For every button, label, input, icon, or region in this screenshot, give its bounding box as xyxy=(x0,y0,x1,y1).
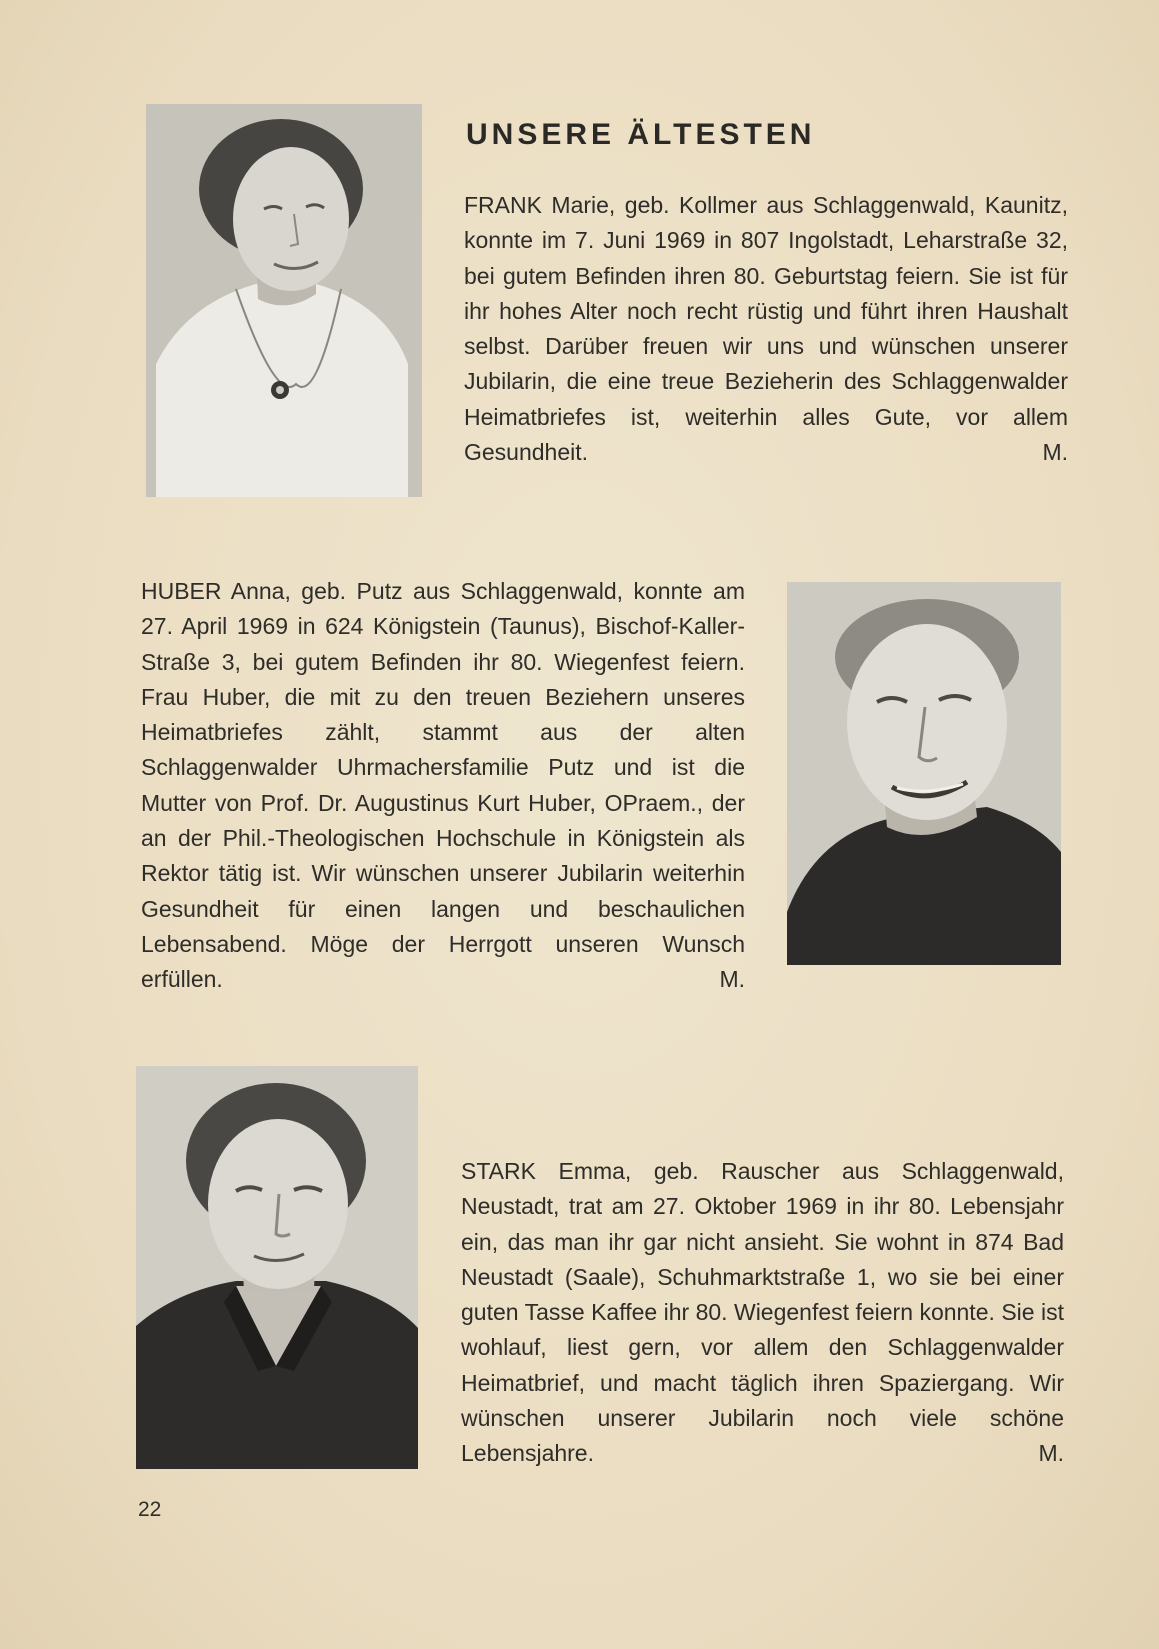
page-title: UNSERE ÄLTESTEN xyxy=(466,118,816,151)
entry-stark xyxy=(461,1154,1064,1472)
entry-frank xyxy=(464,188,1068,470)
entry-huber xyxy=(141,574,745,998)
entry-huber-text: HUBER Anna, geb. Putz aus Schlaggenwald, konnte am 27. April 1969 in 624 Königstein (Taunus), Bischof-Kaller-Straße 3, bei gutem Befinden ihr 80. Wiegenfest feiern. Frau Huber, die mit zu den treuen Beziehern unseres Heimatbriefes zählt, stammt aus der alten Schlaggenwalder Uhrmachersfamilie Putz und ist die Mutter von Prof. Dr. Augustinus Kurt Huber, OPraem., der an der Phil.-Theologischen Hochschule in Königstein als Rektor tätig ist. Wir wünschen unserer Jubilarin weiterhin Gesundheit für einen langen und beschaulichen Lebensabend. Möge der Herrgott unseren Wunsch erfüllen. xyxy=(141,578,745,993)
entry-huber-signature: M. xyxy=(719,966,745,993)
page-number: 22 xyxy=(138,1498,162,1521)
entry-stark-signature: M. xyxy=(1038,1440,1064,1467)
entry-frank-signature: M. xyxy=(1042,439,1068,466)
entry-frank-text: FRANK Marie, geb. Kollmer aus Schlaggenwald, Kaunitz, konnte im 7. Juni 1969 in 807 Ingolstadt, Leharstraße 32, bei gutem Befinden ihren 80. Geburtstag feiern. Sie ist für ihr hohes Alter noch recht rüstig und führt ihren Haushalt selbst. Darüber freuen wir uns und wünschen unserer Jubilarin, die eine treue Bezieherin des Schlaggenwalder Heimatbriefes ist, weiterhin alles Gute, vor allem Gesundheit. xyxy=(464,192,1068,466)
portrait-photo-frank xyxy=(146,104,422,497)
portrait-photo-huber xyxy=(787,582,1061,965)
portrait-photo-stark xyxy=(136,1066,418,1469)
entry-stark-text: STARK Emma, geb. Rauscher aus Schlaggenwald, Neustadt, trat am 27. Oktober 1969 in ihr 80. Lebensjahr ein, das man ihr gar nicht ansieht. Sie wohnt in 874 Bad Neustadt (Saale), Schuhmarktstraße 1, wo sie bei einer guten Tasse Kaffee ihr 80. Wiegenfest feiern konnte. Sie ist wohlauf, liest gern, vor allem den Schlaggenwalder Heimatbrief, und macht täglich ihren Spaziergang. Wir wünschen unserer Jubilarin noch viele schöne Lebensjahre. xyxy=(461,1158,1064,1467)
